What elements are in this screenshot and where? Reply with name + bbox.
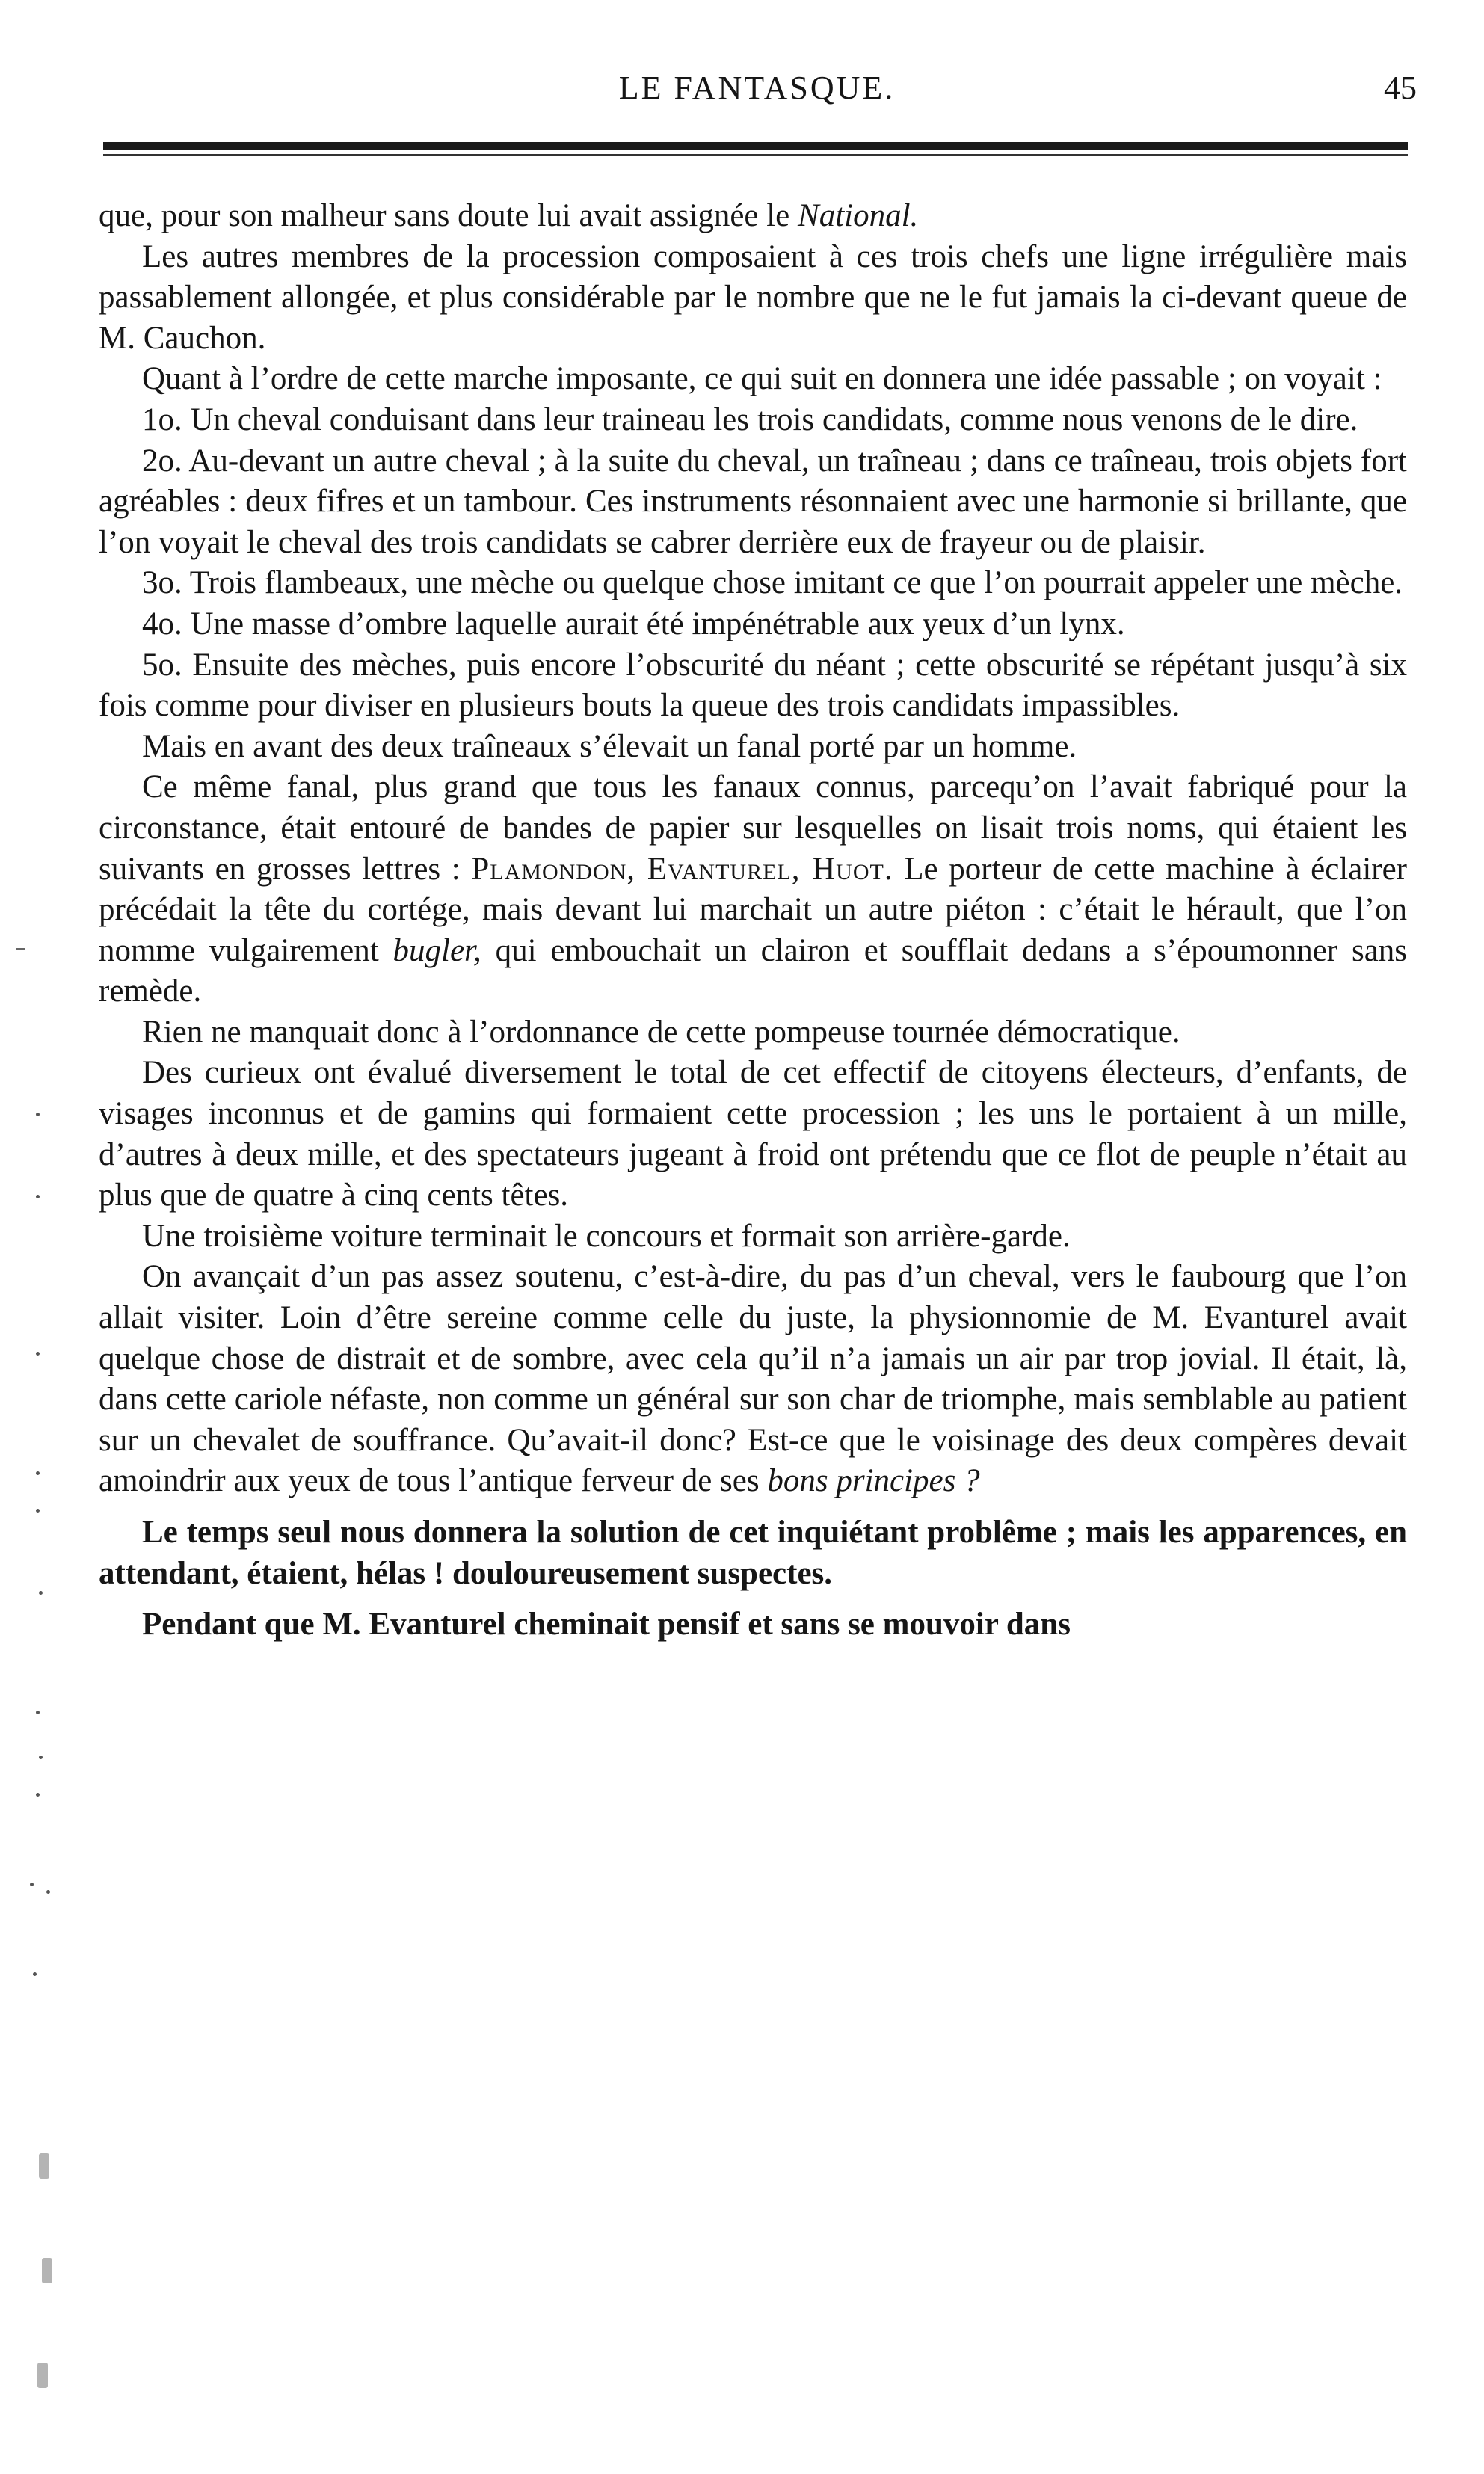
margin-mark — [36, 1509, 40, 1513]
margin-mark — [39, 1591, 43, 1595]
paragraph — [99, 400, 1407, 441]
paragraph-text: 1o. Un cheval conduisant dans leur traineau les trois candidats, comme nous venons de le dire. — [142, 401, 1358, 437]
paragraph — [99, 767, 1407, 1012]
margin-mark — [36, 1471, 40, 1475]
paragraph — [99, 645, 1407, 727]
paragraph-text: 3o. Trois flambeaux, une mèche ou quelque chose imitant ce que l’on pourrait appeler une mèche. — [142, 565, 1403, 601]
paragraph — [99, 237, 1407, 360]
italic-text: bons principes ? — [767, 1463, 980, 1499]
margin-mark — [30, 1883, 34, 1886]
paragraph — [99, 604, 1407, 645]
margin-mark — [46, 1890, 50, 1894]
paragraph-text: Ce même fanal, plus grand que tous les fanaux connus, parcequ’on l’avait fabriqué pour la circonstance, était entouré de bandes de papier sur lesquelles on lisait trois noms, qui étaient les suivants en grosses lettres : — [99, 769, 1407, 887]
paragraph-text: que, pour son malheur sans doute lui avait assignée le — [99, 198, 798, 233]
margin-mark — [36, 1711, 40, 1714]
paragraph — [99, 1012, 1407, 1053]
paragraph-text: Rien ne manquait donc à l’ordonnance de cette pompeuse tournée démocratique. — [142, 1014, 1180, 1050]
paragraph-text: Des curieux ont évalué diversement le total de cet effectif de citoyens électeurs, d’enfants, de visages inconnus et de gamins qui formaient cette procession ; les uns le portaient à un mille, d’autres à deux mille, et des spectateurs jugeant à froid ont prétendu que ce flot de peuple n’était au plus que de quatre à cinq cents têtes. — [99, 1055, 1407, 1213]
margin-speckles — [0, 0, 75, 2474]
paragraph-text: qui embouchait un clairon et soufflait dedans a s’époumonner sans remède. — [99, 932, 1408, 1009]
margin-mark — [36, 1793, 40, 1797]
paragraph — [99, 196, 1407, 237]
paragraph — [99, 563, 1407, 604]
paragraph-text: 2o. Au-devant un autre cheval ; à la suite du cheval, un traîneau ; dans ce traîneau, trois objets fort agréables : deux fifres et un tambour. Ces instruments résonnaient avec une harmonie si brillante, que l’on voyait le cheval des trois candidats se cabrer derrière eux de frayeur ou de plaisir. — [99, 443, 1407, 560]
italic-text: National. — [798, 198, 919, 233]
paragraph-text: Mais en avant des deux traîneaux s’élevait un fanal porté par un homme. — [142, 728, 1077, 764]
margin-mark — [33, 1972, 37, 1976]
paragraph-text: Le porteur de cette machine à éclairer précédait la tête du cortége, mais devant lui marchait un autre piéton : c’était le hérault, que l’on nomme vulgairement — [99, 851, 1407, 968]
paragraph-text: 5o. Ensuite des mèches, puis encore l’obscurité du néant ; cette obscurité se répétant jusqu’à six fois comme pour diviser en plusieurs bouts la queue des trois candidats impassibles. — [99, 647, 1407, 724]
margin-mark — [42, 2258, 52, 2283]
paragraph — [99, 1216, 1407, 1258]
paragraph — [99, 359, 1407, 400]
page-number: 45 — [1384, 70, 1417, 106]
paragraph-text: 4o. Une masse d’ombre laquelle aurait été impénétrable aux yeux d’un lynx. — [142, 606, 1125, 641]
paragraph-text: Quant à l’ordre de cette marche imposante, ce qui suit en donnera une idée passable ; on voyait : — [142, 361, 1382, 397]
margin-mark — [36, 1352, 40, 1356]
margin-mark — [16, 948, 25, 950]
paragraph — [99, 1513, 1407, 1594]
paragraph-text: Pendant que M. Evanturel cheminait pensif et sans se mouvoir dans — [142, 1607, 1071, 1643]
small-caps-names: Plamondon, Evanturel, Huot. — [471, 851, 893, 887]
paragraph-text: On avançait d’un pas assez soutenu, c’est-à-dire, du pas d’un cheval, vers le faubourg que l’on allait visiter. Loin d’être sereine comme celle du juste, la physionnomie de M. Evanturel avait quelque chose de distrait et de sombre, avec cela qu’il n’a jamais un air par trop jovial. Il était, là, dans cette cariole néfaste, non comme un général sur son char de triomphe, mais semblable au patient sur un chevalet de souffrance. Qu’avait-il donc? Est-ce que le voisinage des deux compères devait amoindrir aux yeux de tous l’antique ferveur de ses — [99, 1259, 1407, 1499]
margin-mark — [36, 1195, 40, 1198]
italic-text: bugler, — [392, 932, 481, 968]
paragraph — [99, 727, 1407, 768]
paragraph-text: Une troisième voiture terminait le concours et formait son arrière-garde. — [142, 1218, 1071, 1254]
paragraph-text: Le temps seul nous donnera la solution de cet inquiétant problême ; mais les apparences, en attendant, étaient, hélas ! douloureusement suspectes. — [99, 1515, 1407, 1591]
margin-mark — [37, 2363, 48, 2388]
header-rule-thick — [103, 142, 1408, 150]
running-title: LE FANTASQUE. — [618, 70, 896, 106]
page-header — [97, 69, 1417, 114]
header-rule-thin — [103, 154, 1408, 156]
paragraph — [99, 1053, 1407, 1216]
margin-mark — [39, 2153, 49, 2179]
paragraph — [99, 441, 1407, 564]
article-body — [99, 196, 1407, 1646]
paragraph — [99, 1604, 1407, 1646]
paragraph-text: Les autres membres de la procession composaient à ces trois chefs une ligne irrégulière mais passablement allongée, et plus considérable par le nombre que ne le fut jamais la ci-devant queue de M. Cauchon. — [99, 239, 1407, 356]
margin-mark — [36, 1113, 40, 1116]
paragraph — [99, 1257, 1407, 1502]
margin-mark — [39, 1756, 43, 1759]
